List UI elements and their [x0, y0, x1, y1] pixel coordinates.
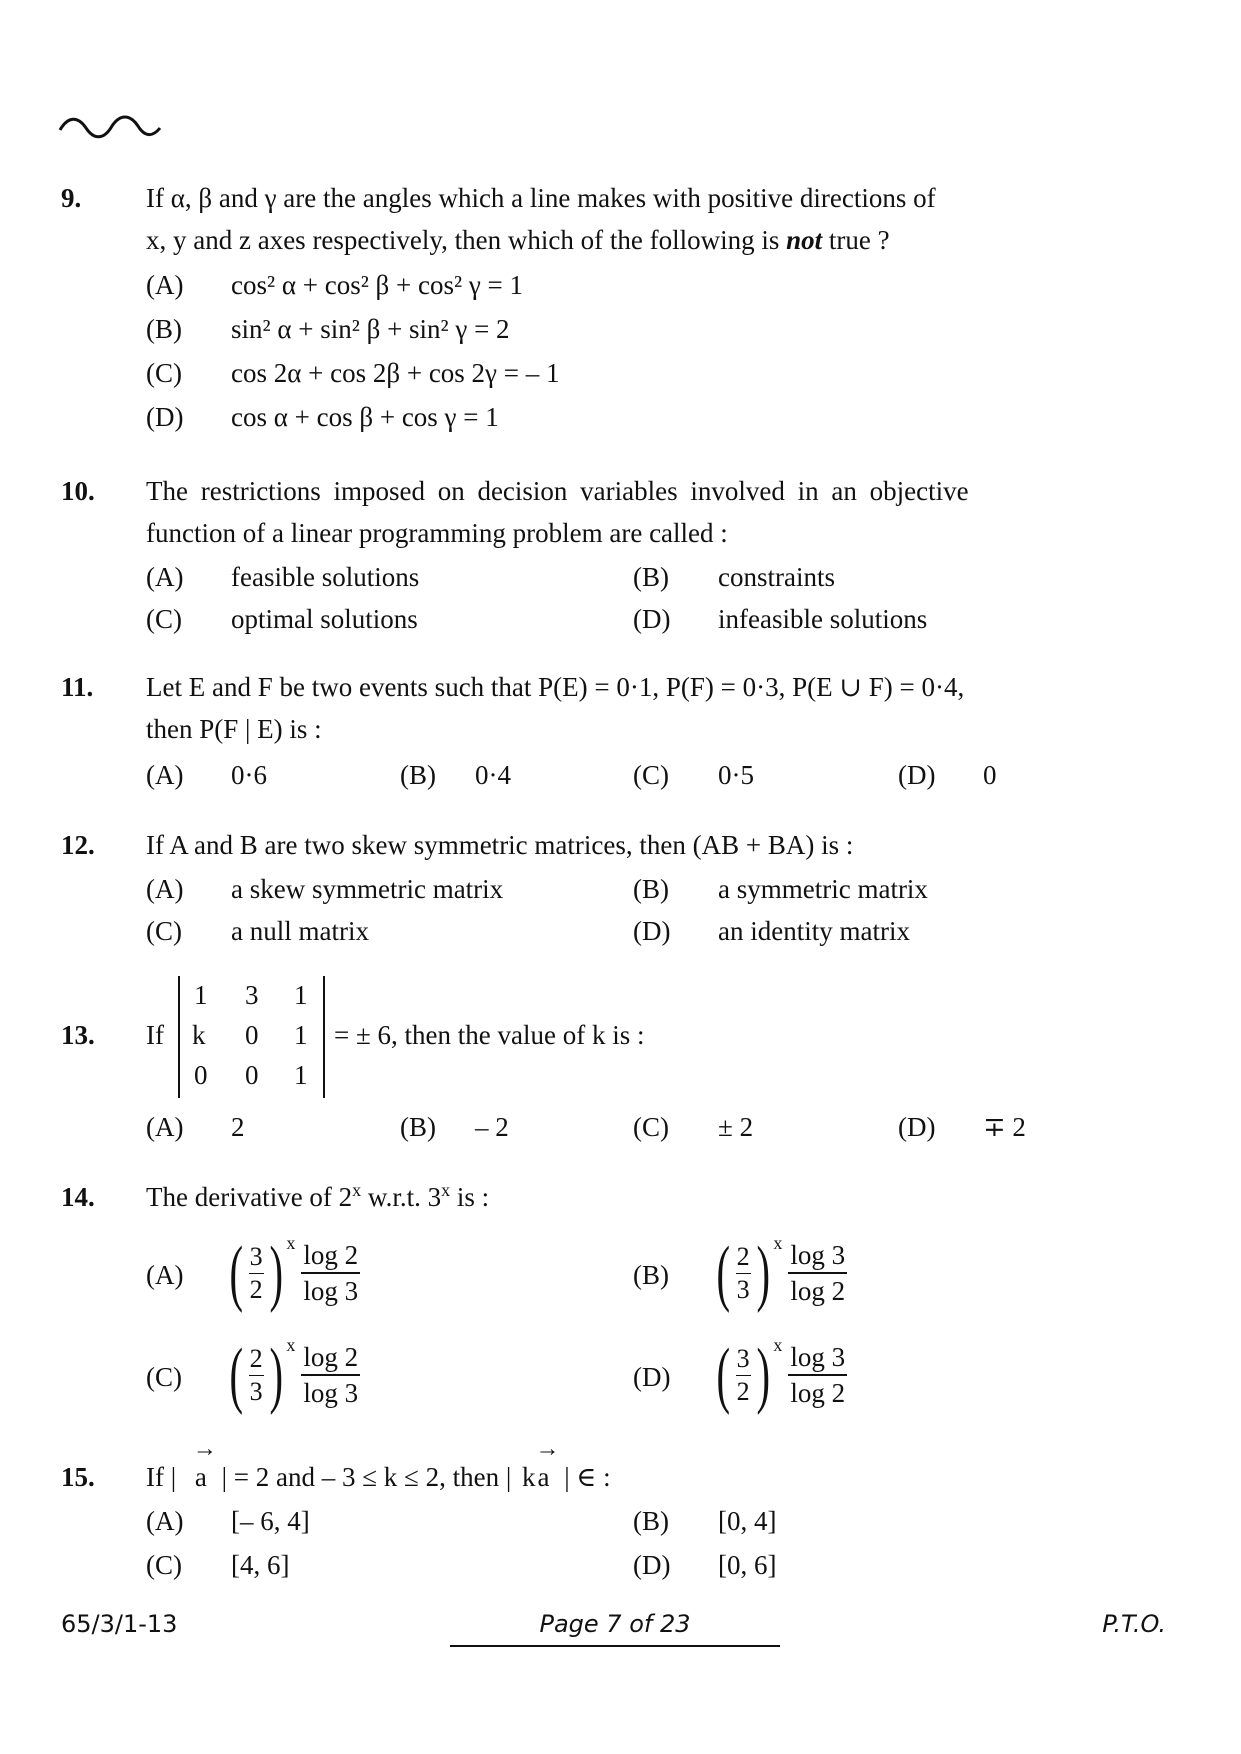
option-label: (B) — [633, 562, 669, 592]
fraction-numerator: log 3 — [788, 1238, 847, 1274]
option-text: [0, 4] — [718, 1506, 777, 1536]
fraction-numerator: 3 — [736, 1343, 751, 1376]
exponent: x — [286, 1232, 296, 1253]
pto-note: P.T.O. — [1102, 1610, 1166, 1638]
option-text: 0 — [983, 760, 997, 790]
fraction-denominator: 2 — [249, 1274, 263, 1304]
fraction-denominator: log 3 — [303, 1276, 359, 1306]
power-term: ( $\frac{3}{2}$ ) — [716, 1334, 770, 1416]
question-text-part: w.r.t. 3 — [361, 1182, 442, 1212]
option-label: (B) — [633, 1506, 669, 1536]
matrix-cell: 1 — [194, 980, 208, 1010]
log-fraction — [788, 1238, 847, 1308]
question-number: 9. — [61, 183, 82, 213]
option-text: ± 2 — [718, 1112, 754, 1142]
option-label: (B) — [633, 874, 669, 904]
option-label: (C) — [633, 760, 669, 790]
question-number: 14. — [61, 1182, 95, 1212]
exponent: x — [773, 1334, 783, 1355]
option-label: (C) — [146, 1362, 182, 1392]
option-text: cos 2α + cos 2β + cos 2γ = – 1 — [231, 358, 560, 388]
question-text: If A and B are two skew symmetric matrices, then (AB + BA) is : — [146, 830, 854, 860]
option-label: (D) — [898, 1112, 936, 1142]
question-prefix: If — [146, 1020, 164, 1050]
option-text: infeasible solutions — [718, 604, 928, 634]
option-label: (A) — [146, 562, 184, 592]
vector-arrow-icon: → — [535, 1436, 560, 1462]
option-text: 2 — [231, 1112, 245, 1142]
option-text: a null matrix — [231, 916, 369, 946]
question-number: 15. — [61, 1462, 95, 1492]
option-label: (C) — [146, 604, 182, 634]
question-text: = ± 6, then the value of k is : — [334, 1020, 645, 1050]
fraction-numerator: 3 — [249, 1241, 264, 1274]
fraction-numerator: 2 — [249, 1343, 264, 1376]
log-fraction — [301, 1340, 360, 1410]
question-text — [146, 1182, 489, 1213]
option-text: a skew symmetric matrix — [231, 874, 504, 904]
option-label: (D) — [146, 402, 184, 432]
question-text: Let E and F be two events such that P(E) = 0·1, P(F) = 0·3, P(E ∪ F) = 0·4, — [146, 672, 965, 702]
matrix-cell: 3 — [245, 980, 259, 1010]
matrix-cell: 1 — [294, 1020, 308, 1050]
log-fraction — [788, 1340, 847, 1410]
option-label: (B) — [400, 1112, 436, 1142]
question-text — [146, 225, 890, 256]
option-label: (D) — [633, 1550, 671, 1580]
option-label: (A) — [146, 874, 184, 904]
option-text: [0, 6] — [718, 1550, 777, 1580]
option-label: (A) — [146, 1260, 184, 1290]
option-label: (C) — [146, 358, 182, 388]
matrix-cell: 0 — [194, 1060, 208, 1090]
question-text-part: If | — [146, 1462, 177, 1492]
question-text: The restrictions imposed on decision variables involved in an objective — [146, 476, 969, 506]
option-text: 0·5 — [718, 760, 754, 790]
question-number: 10. — [61, 476, 95, 506]
option-text: 0·6 — [231, 760, 267, 790]
fraction-denominator: log 2 — [790, 1276, 846, 1306]
exponent: x — [286, 1334, 296, 1355]
option-label: (D) — [898, 760, 936, 790]
vector-a — [535, 1436, 560, 1493]
exponent: x — [441, 1180, 451, 1200]
question-number: 12. — [61, 830, 95, 860]
option-label: (D) — [633, 916, 671, 946]
option-text: 0·4 — [475, 760, 511, 790]
fraction-denominator: 3 — [736, 1274, 750, 1304]
vector-a — [192, 1436, 217, 1493]
matrix-cell: 0 — [245, 1060, 259, 1090]
matrix-cell: 1 — [294, 980, 308, 1010]
fraction-numerator: log 2 — [301, 1238, 360, 1274]
option-expression — [224, 1232, 360, 1314]
question-number: 11. — [61, 672, 94, 702]
fraction-denominator: 2 — [736, 1376, 750, 1406]
emphasis-text: not — [786, 225, 823, 255]
question-text — [146, 1436, 611, 1493]
vector-symbol: a — [194, 1462, 207, 1492]
power-term: ( $\frac{2}{3}$ ) — [716, 1232, 770, 1314]
exponent: x — [352, 1180, 362, 1200]
fraction-numerator: 2 — [736, 1241, 751, 1274]
option-text: cos² α + cos² β + cos² γ = 1 — [231, 270, 524, 300]
matrix-cell: 0 — [245, 1020, 259, 1050]
option-expression — [711, 1232, 847, 1314]
fraction-denominator: log 3 — [303, 1378, 359, 1408]
option-text: ∓ 2 — [983, 1112, 1026, 1142]
wave-icon — [58, 112, 162, 142]
page-number: Page 7 of 23 — [539, 1610, 691, 1638]
option-text: sin² α + sin² β + sin² γ = 2 — [231, 314, 510, 344]
question-text-part: The derivative of 2 — [146, 1182, 353, 1212]
option-label: (C) — [633, 1112, 669, 1142]
question-text-part: x, y and z axes respectively, then which of the following is — [146, 225, 787, 255]
vector-symbol: a — [537, 1462, 550, 1492]
option-text: an identity matrix — [718, 916, 910, 946]
question-text: then P(F | E) is : — [146, 714, 322, 744]
question-text-part: is : — [450, 1182, 490, 1212]
fraction-numerator: log 3 — [788, 1340, 847, 1376]
option-text: feasible solutions — [231, 562, 420, 592]
exponent: x — [773, 1232, 783, 1253]
fraction-denominator: log 2 — [790, 1378, 846, 1408]
option-expression — [711, 1334, 847, 1416]
scalar-k: k — [522, 1462, 536, 1492]
question-text-part: true ? — [822, 225, 890, 255]
question-number: 13. — [61, 1020, 95, 1050]
power-term: ( $\frac{2}{3}$ ) — [229, 1334, 283, 1416]
matrix-cell: k — [192, 1020, 206, 1050]
question-text: function of a linear programming problem are called : — [146, 518, 728, 548]
vector-arrow-icon: → — [192, 1436, 217, 1462]
option-label: (D) — [633, 1362, 671, 1392]
option-label: (C) — [146, 916, 182, 946]
question-text: If α, β and γ are the angles which a line makes with positive directions of — [146, 183, 936, 213]
power-term: ( $\frac{3}{2}$ ) — [229, 1232, 283, 1314]
option-text: [– 6, 4] — [231, 1506, 310, 1536]
option-expression — [224, 1334, 360, 1416]
option-label: (D) — [633, 604, 671, 634]
option-text: optimal solutions — [231, 604, 418, 634]
matrix-cell: 1 — [294, 1060, 308, 1090]
fraction-denominator: 3 — [249, 1376, 263, 1406]
option-label: (C) — [146, 1550, 182, 1580]
paper-code: 65/3/1-13 — [61, 1610, 178, 1638]
footer-underline — [450, 1645, 780, 1647]
option-label: (B) — [146, 314, 182, 344]
option-text: [4, 6] — [231, 1550, 290, 1580]
option-label: (B) — [400, 760, 436, 790]
log-fraction — [301, 1238, 360, 1308]
option-label: (A) — [146, 760, 184, 790]
option-label: (A) — [146, 270, 184, 300]
option-label: (A) — [146, 1112, 184, 1142]
question-text-part: | = 2 and – 3 ≤ k ≤ 2, then | — [221, 1462, 512, 1492]
fraction-numerator: log 2 — [301, 1340, 360, 1376]
option-text: a symmetric matrix — [718, 874, 928, 904]
option-text: cos α + cos β + cos γ = 1 — [231, 402, 499, 432]
option-text: constraints — [718, 562, 835, 592]
option-text: – 2 — [475, 1112, 509, 1142]
option-label: (B) — [633, 1260, 669, 1290]
option-label: (A) — [146, 1506, 184, 1536]
question-text-part: | ∈ : — [564, 1462, 611, 1492]
